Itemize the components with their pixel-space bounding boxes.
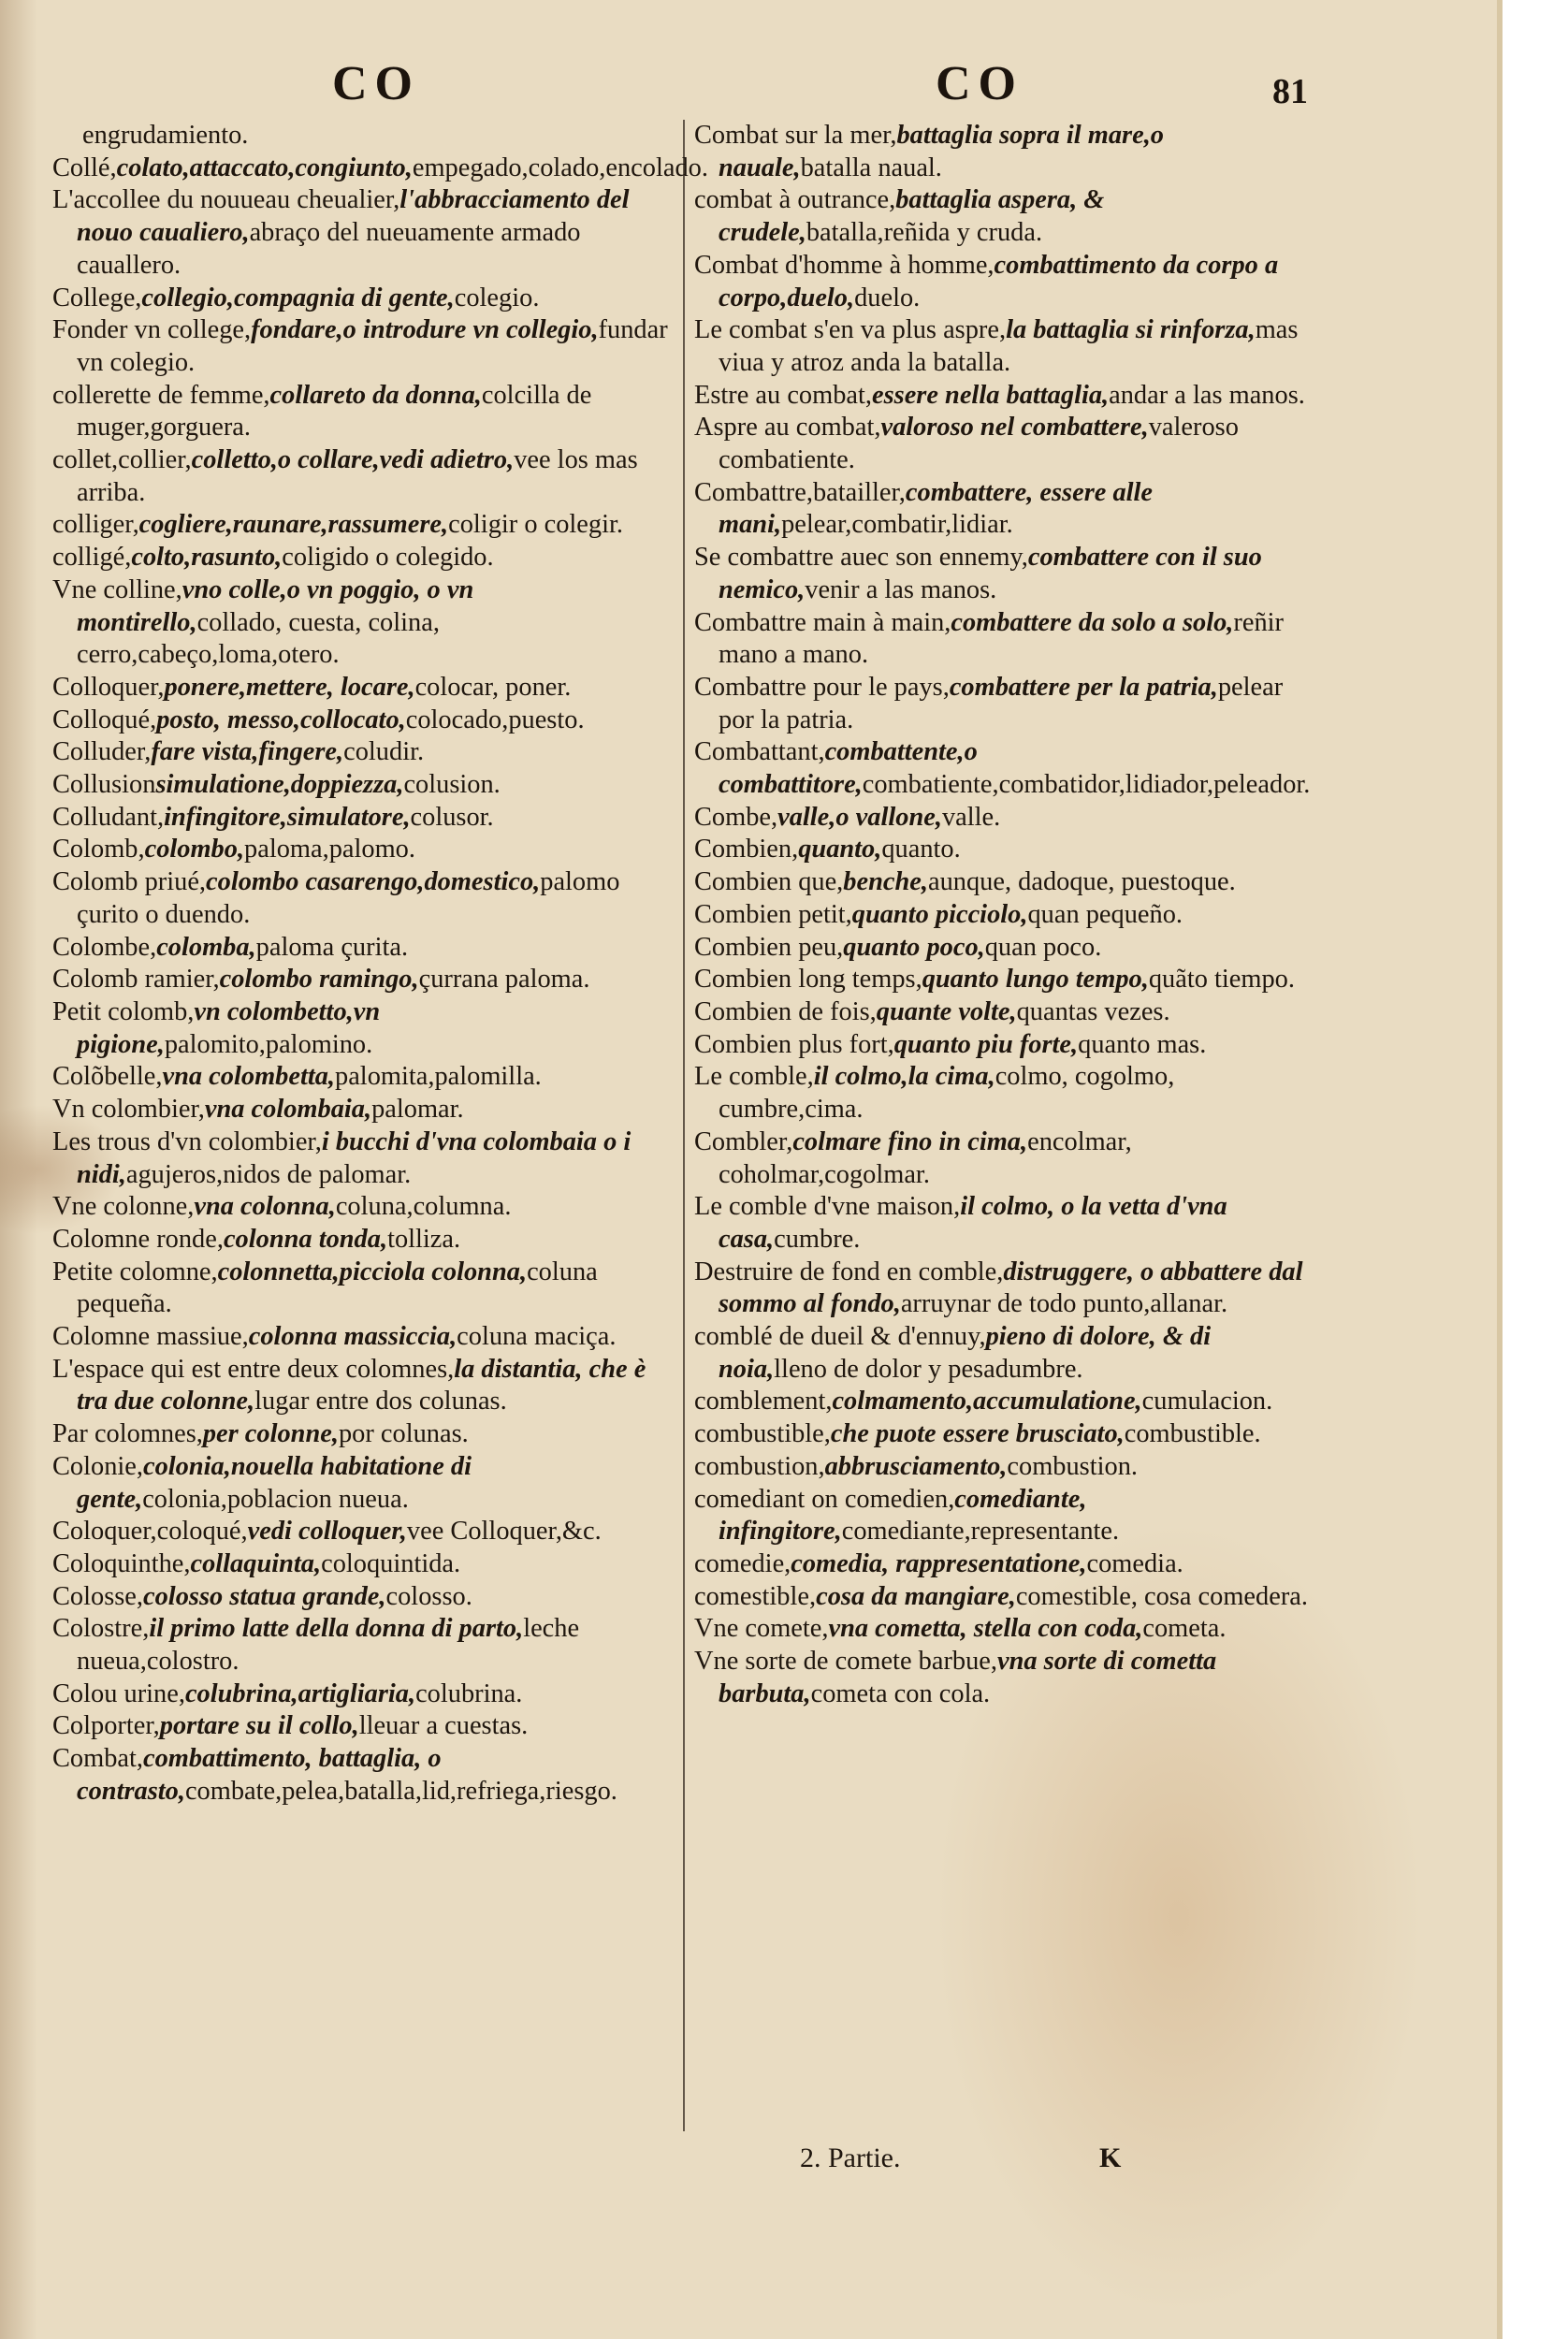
spanish-gloss: combustion. [1007, 1451, 1138, 1481]
dictionary-entry [694, 1126, 1312, 1191]
french-headword: L'espace qui est entre deux colomnes, [52, 1354, 455, 1384]
french-headword: Collusion [52, 770, 156, 800]
french-headword: Le comble d'vne maison, [694, 1192, 961, 1222]
french-headword: Colou urine, [52, 1678, 185, 1708]
spanish-gloss: colubrina. [415, 1678, 523, 1708]
italian-gloss: colmamento,accumulatione, [832, 1387, 1142, 1416]
italian-gloss: la distantia, che è tra due colonne, [77, 1354, 646, 1416]
dictionary-entry [694, 1061, 1312, 1126]
french-headword: Colombe, [52, 932, 157, 962]
french-headword: Combien, [694, 835, 799, 864]
right-column [694, 120, 1312, 1710]
dictionary-entry [52, 1613, 672, 1678]
french-headword: Aspre au combat, [694, 413, 881, 443]
spanish-gloss: comediante,representante. [841, 1517, 1120, 1547]
italian-gloss: combattimento, battaglia, o contrasto, [77, 1744, 442, 1806]
french-headword: Combe, [694, 802, 778, 832]
french-headword: Coloquer,coloqué, [52, 1517, 248, 1547]
spanish-gloss: agujeros,nidos de palomar. [125, 1159, 412, 1189]
dictionary-entry [52, 283, 672, 315]
dictionary-entry [52, 314, 672, 379]
spanish-gloss: coligir o colegir. [448, 510, 623, 540]
french-headword: Estre au combat, [694, 380, 872, 410]
dictionary-entry [694, 1029, 1312, 1062]
spanish-gloss: lleuar a cuestas. [358, 1711, 529, 1741]
dictionary-entry [52, 802, 672, 835]
italian-gloss: ponere,mettere, locare, [164, 672, 415, 702]
italian-gloss: posto, messo,collocato, [156, 705, 406, 734]
italian-gloss: colombo, [144, 835, 245, 864]
french-headword: Colloqué, [52, 705, 157, 734]
spanish-gloss: por colunas. [338, 1419, 469, 1449]
french-headword: comblé de dueil & d'ennuy, [694, 1322, 986, 1352]
italian-gloss: pieno di dolore, & di noia, [719, 1322, 1212, 1384]
french-headword: Vn colombier, [52, 1095, 205, 1125]
dictionary-entry [694, 1321, 1312, 1386]
italian-gloss: essere nella battaglia, [872, 380, 1110, 410]
italian-gloss: valoroso nel combattere, [880, 413, 1149, 443]
column-divider [683, 120, 685, 2131]
spanish-gloss: aunque, dadoque, puestoque. [927, 867, 1236, 897]
french-headword: Collé, [52, 153, 117, 182]
spanish-gloss: arruynar de todo punto,allanar. [900, 1289, 1228, 1319]
page-edge [1497, 0, 1503, 2339]
dictionary-entry [52, 1581, 672, 1614]
french-headword: comediant on comedien, [694, 1484, 955, 1514]
sheet-mark: K [1099, 2143, 1122, 2173]
italian-gloss: cogliere,raunare,rassumere, [138, 510, 449, 540]
italian-gloss: il colmo,la cima, [813, 1062, 995, 1092]
dictionary-entry [52, 1061, 672, 1094]
dictionary-entry [52, 380, 672, 444]
spanish-gloss: comestible, cosa comedera. [1015, 1581, 1308, 1611]
italian-gloss: quanto poco, [843, 932, 985, 962]
spanish-gloss: fundar vn colegio. [77, 315, 668, 377]
dictionary-entry [694, 736, 1312, 801]
italian-gloss: battaglia sopra il mare,o nauale, [719, 121, 1164, 182]
spanish-gloss: lugar entre dos colunas. [254, 1387, 507, 1416]
italian-gloss: colonnetta,picciola colonna, [217, 1257, 528, 1286]
italian-gloss: colomba, [156, 932, 256, 962]
french-headword: Colloquer, [52, 672, 165, 702]
italian-gloss: vno colle,o vn poggio, o vn montirello, [77, 574, 474, 637]
dictionary-entry [52, 932, 672, 965]
french-headword: Combler, [694, 1126, 793, 1156]
spanish-gloss: quan pequeño. [1027, 899, 1183, 929]
italian-gloss: collareto da donna, [269, 380, 482, 410]
spanish-gloss: batalla,reñida y cruda. [806, 218, 1043, 248]
french-headword: Coloquinthe, [52, 1548, 191, 1578]
spanish-gloss: tolliza. [387, 1224, 461, 1254]
spanish-gloss: colosso. [385, 1581, 472, 1611]
dictionary-entry [694, 1191, 1312, 1256]
french-headword: Destruire de fond en comble, [694, 1257, 1004, 1286]
french-headword: comblement, [694, 1387, 833, 1416]
signature-mark: 2. Partie. [800, 2143, 901, 2173]
french-headword: Combien petit, [694, 899, 852, 929]
french-headword: Vne sorte de comete barbue, [694, 1647, 997, 1677]
french-headword: comedie, [694, 1548, 791, 1578]
dictionary-entry [694, 932, 1312, 965]
italian-gloss: colato,attaccato,congiunto, [116, 153, 413, 182]
dictionary-entry [694, 1613, 1312, 1646]
spanish-gloss: andar a las manos. [1109, 380, 1305, 410]
dictionary-entry [52, 1224, 672, 1257]
french-headword: Le comble, [694, 1062, 814, 1092]
italian-gloss: il primo latte della donna di parto, [149, 1614, 524, 1644]
dictionary-entry [52, 184, 672, 282]
dictionary-entry [694, 607, 1312, 672]
spanish-gloss: valle. [941, 802, 1001, 832]
french-headword: colligé, [52, 543, 132, 573]
french-headword: comestible, [694, 1581, 817, 1611]
dictionary-entry [694, 672, 1312, 736]
dictionary-entry [694, 834, 1312, 866]
italian-gloss: colonna massiccia, [248, 1322, 457, 1352]
italian-gloss: i bucchi d'vna colombaia o i nidi, [77, 1126, 632, 1189]
spanish-gloss: quãto tiempo. [1148, 965, 1295, 995]
dictionary-entry [52, 509, 672, 542]
french-headword: Colõbelle, [52, 1062, 163, 1092]
spanish-gloss: vee los mas arriba. [77, 445, 638, 507]
italian-gloss: collegio,compagnia di gente, [141, 283, 455, 312]
italian-gloss: colmare fino in cima, [792, 1126, 1028, 1156]
spanish-gloss: paloma,palomo. [244, 835, 415, 864]
spanish-gloss: duelo. [854, 283, 921, 312]
dictionary-entry [52, 1710, 672, 1743]
spanish-gloss: quantas vezes. [1016, 996, 1170, 1026]
dictionary-entry [52, 736, 672, 769]
spanish-gloss: abraço del nueuamente armado cauallero. [77, 218, 581, 280]
french-headword: Vne colline, [52, 574, 182, 604]
french-headword: Combattre,batailler, [694, 477, 906, 507]
italian-gloss: combattente,o combattitore, [719, 737, 978, 800]
spanish-gloss: quanto mas. [1078, 1029, 1207, 1059]
spanish-gloss: coligido o colegido. [282, 543, 494, 573]
dictionary-entry [694, 314, 1312, 379]
dictionary-entry [694, 380, 1312, 413]
dictionary-entry [694, 250, 1312, 314]
dictionary-entry [694, 1386, 1312, 1418]
french-headword: Colluder, [52, 737, 152, 767]
spanish-gloss: pelear,combatir,lidiar. [781, 510, 1013, 540]
spanish-gloss: vee Colloquer,&c. [406, 1517, 602, 1547]
dictionary-entry [694, 1257, 1312, 1321]
italian-gloss: fondare,o introdure vn collegio, [251, 315, 599, 345]
spanish-gloss: combustible. [1124, 1419, 1261, 1449]
left-column [52, 120, 708, 1809]
dictionary-entry [52, 1418, 672, 1451]
dictionary-entry [52, 672, 672, 705]
dictionary-entry [52, 1548, 672, 1581]
italian-gloss: vna colombetta, [162, 1062, 336, 1092]
french-headword: Combien que, [694, 867, 844, 897]
italian-gloss: l'abbracciamento del nouo caualiero, [77, 185, 630, 248]
italian-gloss: quanto picciolo, [851, 899, 1028, 929]
left-running-head: CO [332, 57, 420, 110]
italian-gloss: benche, [843, 867, 928, 897]
dictionary-entry [52, 1191, 672, 1224]
dictionary-entry [52, 1678, 672, 1711]
french-headword: Les trous d'vn colombier, [52, 1126, 322, 1156]
italian-gloss: quante volte, [876, 996, 1017, 1026]
french-headword: Colomb priué, [52, 867, 207, 897]
french-headword: Le combat s'en va plus aspre, [694, 315, 1007, 345]
spanish-gloss: colmo, cogolmo, cumbre,cima. [719, 1062, 1175, 1125]
italian-gloss: distruggere, o abbattere dal sommo al fondo, [719, 1257, 1303, 1319]
french-headword: College, [52, 283, 142, 312]
dictionary-entry [694, 866, 1312, 899]
italian-gloss: vna sorte di cometta barbuta, [719, 1647, 1217, 1708]
french-headword: Se combattre auec son ennemy, [694, 543, 1028, 573]
dictionary-entry [694, 1484, 1312, 1548]
italian-gloss: la battaglia si rinforza, [1006, 315, 1256, 345]
spanish-gloss: mas viua y atroz anda la batalla. [719, 315, 1299, 377]
french-headword: Combat, [52, 1744, 143, 1774]
dictionary-entry [52, 1094, 672, 1126]
dictionary-entry [52, 1126, 672, 1191]
spanish-gloss: quanto. [881, 835, 961, 864]
spanish-gloss: collado, cuesta, colina, cerro,cabeço,loma,otero. [77, 607, 440, 670]
italian-gloss: vn colombetto,vn pigione, [77, 996, 381, 1059]
italian-gloss: comediante, infingitore, [719, 1484, 1087, 1547]
spanish-gloss: leche nueua,colostro. [77, 1614, 580, 1677]
italian-gloss: vna colonna, [194, 1192, 336, 1222]
french-headword: collet,collier, [52, 445, 192, 475]
italian-gloss: combattere con il suo nemico, [719, 543, 1262, 604]
spanish-gloss: comedia. [1086, 1548, 1183, 1578]
spanish-gloss: combate,pelea,batalla,lid,refriega,riesgo. [184, 1776, 617, 1806]
dictionary-entry [52, 1321, 672, 1354]
dictionary-entry [694, 899, 1312, 932]
french-headword: collerette de femme, [52, 380, 270, 410]
spanish-gloss: colegio. [454, 283, 540, 312]
italian-gloss: combattere, essere alle mani, [719, 477, 1154, 540]
italian-gloss: abbrusciamento, [824, 1451, 1008, 1481]
french-headword: Colomb ramier, [52, 965, 220, 995]
spanish-gloss: encolmar, coholmar,cogolmar. [719, 1126, 1132, 1189]
french-headword: Vne colonne, [52, 1192, 195, 1222]
italian-gloss: vna cometta, stella con coda, [828, 1614, 1143, 1644]
french-headword: Colporter, [52, 1711, 160, 1741]
dictionary-entry [52, 834, 672, 866]
spanish-gloss: colonia,poblacion nueua. [142, 1484, 409, 1514]
french-headword: Petite colomne, [52, 1257, 218, 1286]
spanish-gloss: çurrana paloma. [418, 965, 590, 995]
spanish-gloss: palomar. [371, 1095, 464, 1125]
dictionary-entry [694, 412, 1312, 476]
italian-gloss: colto,rasunto, [131, 543, 283, 573]
dictionary-entry [52, 1354, 672, 1418]
dictionary-entry [52, 1257, 672, 1321]
french-headword: Vne comete, [694, 1614, 829, 1644]
spanish-gloss: coludir. [343, 737, 425, 767]
french-headword: Combattre pour le pays, [694, 672, 950, 702]
italian-gloss: colonia,nouella habitatione di gente, [77, 1451, 472, 1514]
italian-gloss: per colonne, [202, 1419, 339, 1449]
italian-gloss: quanto piu forte, [893, 1029, 1079, 1059]
italian-gloss: cosa da mangiare, [816, 1581, 1016, 1611]
dictionary-entry [52, 153, 708, 185]
dictionary-entry [52, 1516, 672, 1548]
italian-gloss: colombo ramingo, [219, 965, 419, 995]
dictionary-entry [52, 542, 672, 574]
spanish-gloss: palomito,palomino. [164, 1029, 373, 1059]
spanish-gloss: engrudamiento. [82, 121, 249, 150]
italian-gloss: collaquinta, [190, 1548, 322, 1578]
french-headword: Combien peu, [694, 932, 844, 962]
french-headword: Combien de fois, [694, 996, 877, 1026]
french-headword: Colomne massiue, [52, 1322, 249, 1352]
french-headword: Par colomnes, [52, 1419, 203, 1449]
page-number: 81 [1272, 72, 1308, 111]
french-headword: Combattre main à main, [694, 607, 951, 637]
french-headword: Combat sur la mer, [694, 121, 897, 150]
french-headword: Colomb, [52, 835, 145, 864]
dictionary-entry [694, 964, 1312, 996]
spanish-gloss: cumbre. [774, 1224, 861, 1254]
french-headword: Combat d'homme à homme, [694, 250, 995, 280]
spanish-gloss: colcilla de muger,gorguera. [77, 380, 592, 443]
dictionary-entry [52, 444, 672, 509]
spanish-gloss: colocar, poner. [414, 672, 572, 702]
spanish-gloss: paloma çurita. [255, 932, 409, 962]
dictionary-entry [694, 996, 1312, 1029]
italian-gloss: quanto, [798, 835, 882, 864]
dictionary-entry [694, 1548, 1312, 1581]
dictionary-entry [52, 769, 672, 802]
dictionary-entry [52, 574, 672, 672]
spanish-gloss: cumulacion. [1141, 1387, 1273, 1416]
spanish-gloss: combatiente,combatidor,lidiador,peleador. [862, 770, 1311, 800]
spanish-gloss: palomita,palomilla. [335, 1062, 542, 1092]
italian-gloss: combattimento da corpo a corpo,duelo, [719, 250, 1279, 312]
italian-gloss: quanto lungo tempo, [922, 965, 1149, 995]
french-headword: Colostre, [52, 1614, 150, 1644]
italian-gloss: colosso statua grande, [143, 1581, 386, 1611]
french-headword: Colosse, [52, 1581, 144, 1611]
italian-gloss: battaglia aspera, & crudele, [719, 185, 1105, 248]
italian-gloss: combattere da solo a solo, [951, 607, 1234, 637]
spanish-gloss: reñir mano a mano. [719, 607, 1284, 670]
french-headword: Colonie, [52, 1451, 143, 1481]
dictionary-entry [694, 477, 1312, 542]
dictionary-entry [694, 542, 1312, 606]
italian-gloss: fare vista,fingere, [151, 737, 344, 767]
spanish-gloss: venir a las manos. [805, 574, 997, 604]
french-headword: Colomne ronde, [52, 1224, 224, 1254]
italian-gloss: colletto,o collare,vedi adietro, [191, 445, 515, 475]
spanish-gloss: colusion. [403, 770, 501, 800]
spanish-gloss: coluna maciça. [457, 1322, 617, 1352]
spanish-gloss: valeroso combatiente. [719, 413, 1239, 475]
dictionary-entry [694, 1451, 1312, 1484]
italian-gloss: colonna tonda, [223, 1224, 388, 1254]
dictionary-entry [52, 964, 672, 996]
spanish-gloss: quan poco. [984, 932, 1102, 962]
dictionary-entry [52, 120, 672, 153]
spanish-gloss: batalla naual. [800, 153, 942, 182]
spanish-gloss: coluna pequeña. [77, 1257, 598, 1319]
dictionary-entry [694, 1646, 1312, 1710]
dictionary-entry [694, 802, 1312, 835]
french-headword: Combien long temps, [694, 965, 922, 995]
french-headword: combustible, [694, 1419, 831, 1449]
spanish-gloss: cometa con cola. [810, 1678, 991, 1708]
french-headword: L'accollee du nouueau cheualier, [52, 185, 400, 215]
spanish-gloss: empegado,colado,encolado. [412, 153, 708, 182]
french-headword: Combien plus fort, [694, 1029, 894, 1059]
italian-gloss: colombo casarengo,domestico, [206, 867, 541, 897]
italian-gloss: che puote essere brusciato, [830, 1419, 1125, 1449]
spanish-gloss: colocado,puesto. [405, 705, 585, 734]
dictionary-entry [52, 996, 672, 1061]
dictionary-entry [52, 1743, 672, 1808]
spanish-gloss: coloquintida. [321, 1548, 461, 1578]
french-headword: Colludant, [52, 802, 165, 832]
french-headword: colliger, [52, 510, 139, 540]
dictionary-entry [694, 184, 1312, 249]
italian-gloss: portare su il collo, [159, 1711, 359, 1741]
spanish-gloss: cometa. [1142, 1614, 1227, 1644]
italian-gloss: simulatione,doppiezza, [155, 770, 404, 800]
right-running-head: CO [936, 57, 1024, 110]
dictionary-entry [52, 866, 672, 931]
french-headword: combustion, [694, 1451, 825, 1481]
spanish-gloss: coluna,columna. [335, 1192, 512, 1222]
italian-gloss: valle,o vallone, [777, 802, 942, 832]
french-headword: combat à outrance, [694, 185, 896, 215]
spanish-gloss: colusor. [410, 802, 494, 832]
dictionary-entry [52, 1451, 672, 1516]
dictionary-entry [694, 1581, 1312, 1614]
italian-gloss: vna colombaia, [204, 1095, 372, 1125]
french-headword: Petit colomb, [52, 996, 195, 1026]
italian-gloss: comedia, rappresentatione, [791, 1548, 1087, 1578]
italian-gloss: colubrina,artigliaria, [184, 1678, 416, 1708]
italian-gloss: combattere per la patria, [949, 672, 1218, 702]
spanish-gloss: pelear por la patria. [719, 672, 1284, 734]
spanish-gloss: lleno de dolor y pesadumbre. [774, 1354, 1083, 1384]
french-headword: Fonder vn college, [52, 315, 252, 345]
dictionary-entry [52, 705, 672, 737]
dictionary-entry [694, 120, 1312, 184]
italian-gloss: infingitore,simulatore, [164, 802, 411, 832]
italian-gloss: il colmo, o la vetta d'vna casa, [719, 1192, 1227, 1254]
dictionary-entry [694, 1418, 1312, 1451]
french-headword: Combattant, [694, 737, 825, 767]
italian-gloss: vedi colloquer, [247, 1517, 407, 1547]
spanish-gloss: palomo çurito o duendo. [77, 867, 620, 929]
